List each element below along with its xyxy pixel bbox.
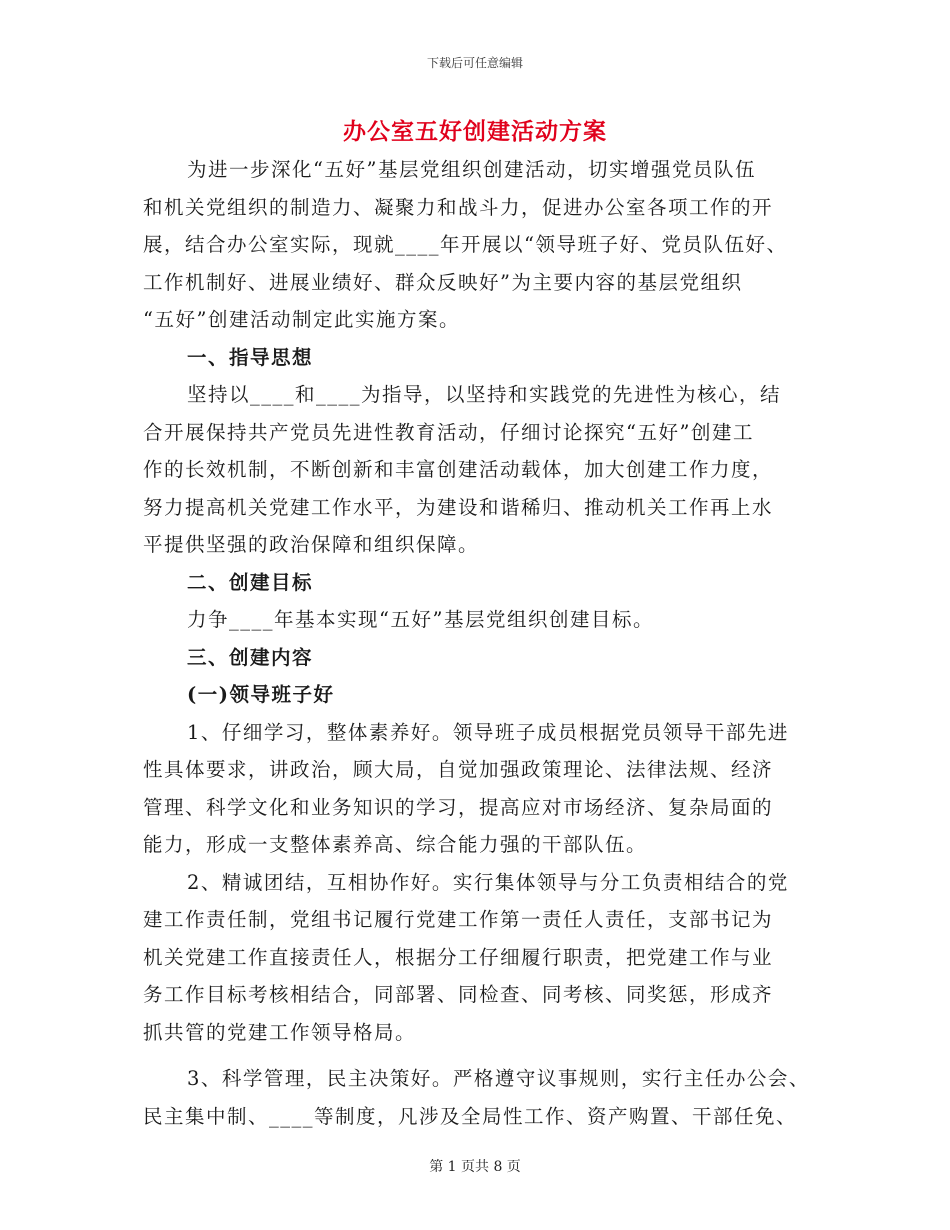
text-line: 工作机制好、进展业绩好、群众反映好”为主要内容的基层党组织 xyxy=(143,270,743,294)
paragraph-gap xyxy=(143,1051,833,1060)
text-line: 管理、科学文化和业务知识的学习，提高应对市场经济、复杂局面的 xyxy=(143,795,774,819)
text-line: 平提供坚强的政治保障和组织保障。 xyxy=(143,533,480,556)
text-line: 能力，形成一支整体素养高、综合能力强的干部队伍。 xyxy=(143,833,648,856)
text-line: 作的长效机制，不断创新和丰富创建活动载体，加大创建工作力度， xyxy=(143,458,774,481)
section-heading: (一)领导班子好 xyxy=(187,683,335,706)
page-header: 下载后可任意编辑 xyxy=(426,56,523,70)
text-line: 力争____年基本实现“五好”基层党组织创建目标。 xyxy=(187,608,654,631)
text-line: 努力提高机关党建工作水平，为建设和谐稀归、推动机关工作再上水 xyxy=(143,495,774,519)
text-line: 1、仔细学习，整体素养好。领导班子成员根据党员领导干部先进 xyxy=(187,720,789,744)
text-line: 抓共管的党建工作领导格局。 xyxy=(143,1020,417,1044)
text-line: 3、科学管理，民主决策好。严格遵守议事规则，实行主任办公会、 xyxy=(187,1067,810,1090)
document-body xyxy=(143,151,833,1135)
text-line: 合开展保持共产党员先进性教育活动，仔细讨论探究“五好”创建工 xyxy=(143,420,754,444)
text-line: 建工作责任制，党组书记履行党建工作第一责任人责任，支部书记为 xyxy=(143,908,774,931)
text-line: 机关党建工作直接责任人，根据分工仔细履行职责，把党建工作与业 xyxy=(143,945,774,969)
text-line: 坚持以____和____为指导，以坚持和实践党的先进性为核心，结 xyxy=(187,383,782,406)
text-line: 为进一步深化“五好”基层党组织创建活动，切实增强党员队伍 xyxy=(187,158,756,181)
section-heading: 三、创建内容 xyxy=(187,645,314,669)
text-line: 展，结合办公室实际，现就____年开展以“领导班子好、党员队伍好、 xyxy=(143,233,788,256)
text-line: 性具体要求，讲政治，顾大局，自觉加强政策理论、法律法规、经济 xyxy=(143,758,774,781)
text-line: 和机关党组织的制造力、凝聚力和战斗力，促进办公室各项工作的开 xyxy=(143,195,774,219)
section-heading: 一、指导思想 xyxy=(187,345,314,369)
text-line: 2、精诚团结，互相协作好。实行集体领导与分工负责相结合的党 xyxy=(187,870,789,894)
document-title: 办公室五好创建活动方案 xyxy=(343,118,607,145)
text-line: “五好”创建活动制定此实施方案。 xyxy=(143,308,460,331)
section-heading: 二、创建目标 xyxy=(187,570,314,594)
text-line: 民主集中制、____等制度，凡涉及全局性工作、资产购置、干部任免、 xyxy=(143,1104,798,1128)
text-line: 务工作目标考核相结合，同部署、同检查、同考核、同奖惩，形成齐 xyxy=(143,983,774,1006)
page-footer: 第 1 页共 8 页 xyxy=(429,1159,521,1175)
